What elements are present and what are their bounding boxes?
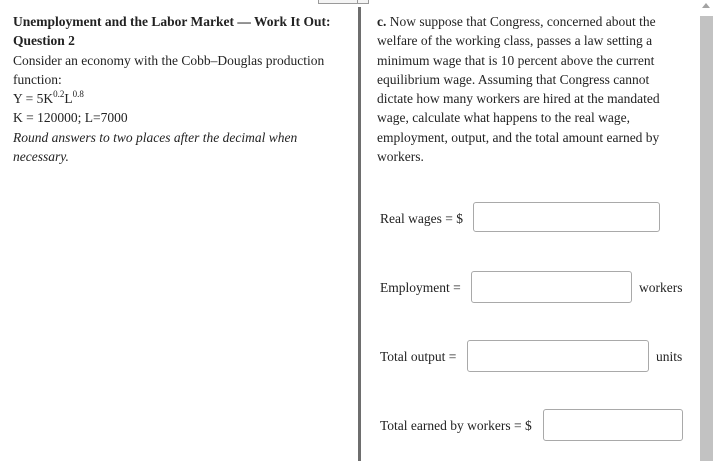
question-title-line2: Question 2	[13, 33, 75, 49]
employment-unit: workers	[639, 280, 683, 295]
given-values: K = 120000; L=7000	[13, 110, 128, 126]
question-stem	[13, 12, 343, 166]
formula-k-exponent: 0.2	[53, 89, 65, 100]
part-label: c.	[377, 14, 387, 29]
total-output-input[interactable]	[467, 340, 649, 372]
employment-row	[380, 271, 690, 305]
formula-l-exponent: 0.8	[72, 89, 84, 100]
question-title	[13, 12, 343, 51]
prompt-line: Now suppose that Congress, concerned about the	[389, 14, 656, 29]
intro-line2: function:	[13, 71, 62, 87]
question-title-line1: Unemployment and the Labor Market — Work It Out:	[13, 14, 331, 29]
real-wages-label: Real wages = $	[380, 211, 463, 226]
formula-base: Y = 5K	[13, 91, 54, 107]
total-output-row	[380, 340, 690, 374]
prompt-line: employment, output, and the total amount earned by	[377, 129, 660, 145]
total-earned-row	[380, 409, 690, 443]
intro-line1: Consider an economy with the Cobb–Douglas production	[13, 52, 325, 68]
prompt-line: workers.	[377, 149, 424, 165]
prompt-line: welfare of the working class, passes a law setting a	[377, 33, 653, 49]
real-wages-row	[380, 202, 680, 236]
vertical-scrollbar[interactable]	[697, 0, 717, 461]
employment-input[interactable]	[471, 271, 632, 303]
rounding-note-line1: Round answers to two places after the decimal when	[13, 129, 298, 145]
prompt-line: dictate how many workers are hired at the mandated	[377, 91, 660, 107]
rounding-note-line2: necessary.	[13, 149, 69, 165]
prompt-line: wage, calculate what happens to the real wage,	[377, 110, 631, 126]
prompt-line: equilibrium wage. Assuming that Congress cannot	[377, 71, 650, 87]
production-function	[13, 89, 343, 108]
total-output-unit: units	[656, 349, 683, 364]
question-part-pane	[361, 0, 697, 461]
scroll-up-arrow-icon[interactable]	[702, 3, 710, 8]
formula-l: L	[64, 91, 73, 107]
real-wages-input[interactable]	[473, 202, 660, 232]
employment-label: Employment =	[380, 280, 461, 295]
total-earned-input[interactable]	[543, 409, 683, 441]
total-earned-label: Total earned by workers = $	[380, 418, 532, 433]
scrollbar-thumb[interactable]	[700, 16, 713, 461]
total-output-label: Total output =	[380, 349, 457, 364]
part-c-prompt	[377, 12, 677, 166]
prompt-line: minimum wage that is 10 percent above the current	[377, 52, 655, 68]
question-stem-pane	[0, 0, 358, 461]
